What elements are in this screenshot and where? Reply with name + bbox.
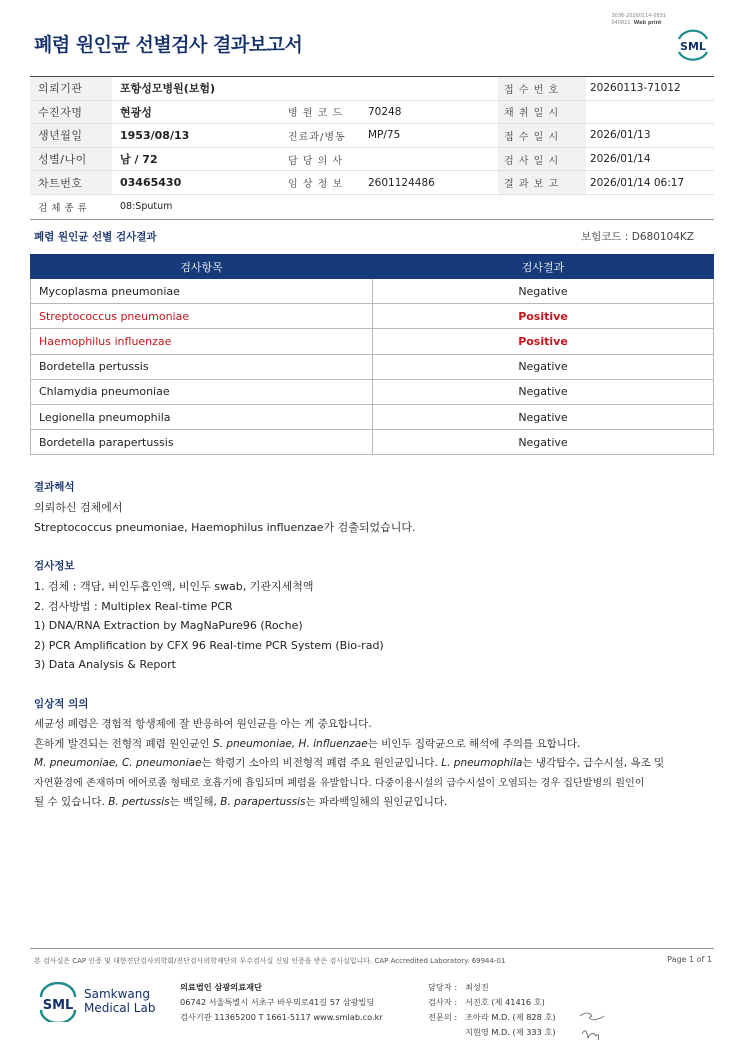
staff-row: 전문의 : 조아라 M.D. (제 828 호) [428,1012,556,1022]
test-result: Negative [373,279,714,304]
test-result: Positive [373,304,714,329]
test-item: Bordetella parapertussis [31,430,373,455]
web-print-label: Web print [633,20,662,26]
interpretation-section [34,478,714,537]
info-label: 의뢰기관 [30,77,112,100]
test-result: Negative [373,354,714,379]
table-row [31,354,714,379]
info-value: 1953/08/13 [120,128,190,142]
info-value: 포항성모병원(보험) [120,82,216,96]
clinical-line: 될 수 있습니다. B. pertussis는 백일해, B. parapertussis는 파라백일해의 원인균입니다. [34,796,448,809]
interpretation-line: 의뢰하신 검체에서 [34,501,123,514]
clinical-line: 흔하게 발견되는 전형적 폐렴 원인균인 S. pneumoniae, H. influenzae는 비인두 집락균으로 해석에 주의를 요합니다. [34,737,581,750]
staff-row: 담당자 : 최성진 [428,982,489,992]
table-row [31,304,714,329]
info-value: MP/75 [368,129,401,142]
staff-row: 검사자 : 서진호 (제 41416 호) [428,997,545,1007]
table-row [31,329,714,354]
info-label: 성별/나이 [30,148,112,171]
insurance-code: 보험코드 : D680104KZ [580,230,694,243]
info-value: 2026/01/14 06:17 [590,176,685,189]
info-value: 남 / 72 [120,153,158,167]
table-row [31,404,714,429]
test-info-line: 2) PCR Amplification by CFX 96 Real-time PCR System (Bio-rad) [34,638,384,652]
footer-divider [30,948,714,949]
table-row [31,430,714,455]
table-row [31,279,714,304]
results-header-row [31,255,714,279]
info-row [30,171,714,195]
info-row [30,148,714,172]
info-label: 병 원 코 드 [288,108,344,120]
test-info-title: 검사정보 [34,560,75,572]
info-row [30,195,714,219]
samkwang-logo [36,982,80,1022]
info-value: 03465430 [120,176,182,190]
table-row [31,379,714,404]
info-row [30,77,714,101]
info-label: 담 당 의 사 [288,155,344,167]
staff-list [428,980,556,1040]
test-info-line: 3) Data Analysis & Report [34,658,176,672]
interpretation-line: Streptococcus pneumoniae, Haemophilus influenzae가 검출되었습니다. [34,520,416,534]
info-label: 수진자명 [30,101,112,124]
test-result: Negative [373,404,714,429]
info-label: 임 상 정 보 [288,179,344,191]
accreditation-note: 본 검사실은 CAP 인증 및 대한진단검사의학회/진단검사의학재단의 우수검사실 신임 인증을 받은 검사실입니다. CAP Accredited Laboratory. 69944-01 [34,957,506,965]
col-item-header: 검사항목 [31,255,373,279]
clinical-title: 임상적 의의 [34,698,89,710]
report-code-line1: 3036-20260114-0831 [611,13,666,19]
clinical-line: 세균성 폐렴은 경험적 항생제에 잘 반응하여 원인균을 아는 게 중요합니다. [34,718,372,730]
info-value: 20260113-71012 [590,82,681,95]
clinical-line: 자연환경에 존재하며 에어로졸 형태로 호흡기에 흡입되며 폐렴을 유발합니다. 다중이용시설의 급수시설이 오염되는 경우 집단발병의 원인이 [34,777,645,789]
info-label: 접 수 번 호 [498,77,586,100]
interpretation-title: 결과해석 [34,481,75,493]
org-contact: 검사기관 11365200 T 1661-5117 www.smlab.co.kr [180,1012,383,1022]
info-value: 2601124486 [368,176,435,189]
results-table [30,254,714,455]
info-label: 채 취 일 시 [498,101,586,124]
test-result: Positive [373,329,714,354]
test-item: Legionella pneumophila [31,404,373,429]
page-number: Page 1 of 1 [667,955,712,964]
test-item: Bordetella pertussis [31,354,373,379]
test-item: Chlamydia pneumoniae [31,379,373,404]
info-value: 08:Sputum [120,201,173,213]
info-value: 2026/01/14 [590,153,651,166]
info-value: 2026/01/13 [590,129,651,142]
clinical-section [34,695,714,813]
test-info-line: 1. 검체 : 객담, 비인두흡인액, 비인두 swab, 기관지세척액 [34,580,314,593]
page-title: 폐렴 원인균 선별검사 결과보고서 [34,34,303,56]
patient-info-table [30,76,714,220]
org-address: 06742 서울특별시 서초구 바우뫼로41길 57 삼광빌딩 [180,997,375,1007]
report-code [611,13,666,27]
info-label: 차트번호 [30,171,112,194]
test-info-line: 2. 검사방법 : Multiplex Real-time PCR [34,599,233,613]
info-value: 현광성 [120,105,152,119]
info-label: 생년월일 [30,124,112,147]
test-item: Streptococcus pneumoniae [31,304,373,329]
report-code-line2: 040822 [611,20,631,26]
info-row [30,101,714,125]
test-result: Negative [373,379,714,404]
test-item: Haemophilus influenzae [31,329,373,354]
results-title: 폐렴 원인균 선별 검사결과 [34,230,157,243]
samkwang-logo-text: SML [42,998,74,1013]
col-result-header: 검사결과 [373,255,714,279]
signature-image [578,1008,608,1044]
test-info-section [34,557,714,675]
results-header [30,226,714,246]
info-value: 70248 [368,105,402,118]
test-result: Negative [373,430,714,455]
sml-logo [674,26,712,62]
brand-name: Samkwang Medical Lab [84,987,156,1015]
info-label: 검 체 종 류 [38,202,88,214]
info-row [30,124,714,148]
info-label: 접 수 일 시 [498,124,586,147]
test-info-line: 1) DNA/RNA Extraction by MagNaPure96 (Roche) [34,619,303,633]
org-name: 의료법인 삼광의료재단 [180,982,262,992]
info-label: 진료과/병동 [288,131,346,143]
clinical-line: M. pneumoniae, C. pneumoniae는 학령기 소아의 비전형적 폐렴 주요 원인균입니다. L. pneumophila는 냉각탑수, 급수시설, 욕조 및 [34,757,665,770]
test-item: Mycoplasma pneumoniae [31,279,373,304]
info-label: 결 과 보 고 [498,171,586,194]
sml-logo-text: SML [680,40,706,53]
organization-info [180,980,383,1025]
info-label: 검 사 일 시 [498,148,586,171]
staff-row: 지현영 M.D. (제 333 호) [465,1027,556,1037]
